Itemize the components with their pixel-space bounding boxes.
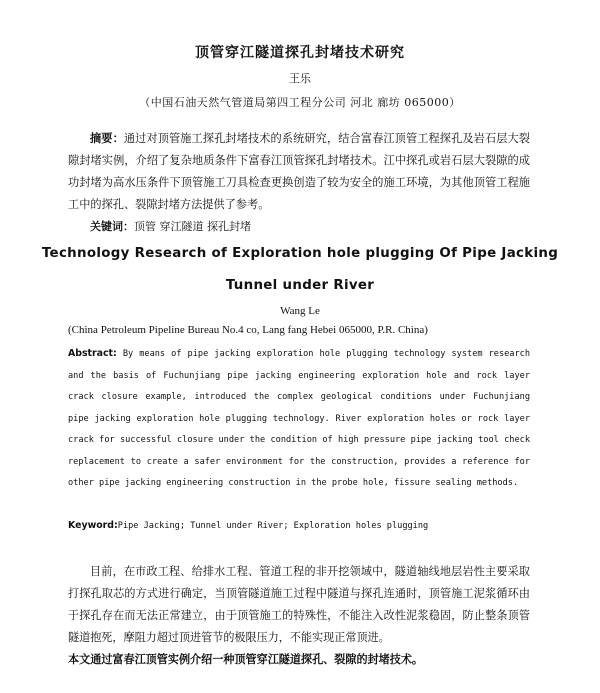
intro-paragraph [68,561,530,671]
paper-title-en-line2: Tunnel under River [225,278,375,293]
abstract-text-en: By means of pipe jacking exploration hole plugging technology system research and the basis of Fuchunjiang pipe jacking engineering exploration hole and rock layer crack closure example, introduced the complex geological conditions under Fuchunjiang pipe jacking exploration hole plugging technology. River exploration holes or rock layer crack for successful closure under the condition of high pressure pipe jacking tool check replacement to create a safer environment for the construction, provides a reference for other pipe jacking engineering construction in the probe hole, fissure sealing methods. [68,349,530,488]
abstract-text-zh: 通过对顶管施工探孔封堵技术的系统研究，结合富春江顶管工程探孔及岩石层大裂隙封堵实例，介绍了复杂地质条件下富春江顶管探孔封堵技术。江中探孔或岩石层大裂隙的成功封堵为高水压条件下顶管施工刀具检查更换创造了较为安全的施工环境，为其他顶管工程施工中的探孔、裂隙封堵方法提供了参考。 [68,132,530,211]
paper-title-en-line1: Technology Research of Exploration hole plugging Of Pipe Jacking [41,246,559,261]
intro-body: 目前，在市政工程、给排水工程、管道工程的非开挖领域中，隧道轴线地层岩性主要采取打探孔取芯的方式进行确定，当顶管隧道施工过程中隧道与探孔连通时，顶管施工泥浆循环由于探孔存在而无法正常建立，由于顶管施工的特殊性，不能注入改性泥浆稳固，防止整条顶管隧道抱死，摩阻力超过顶进管节的极限压力，不能实现正常顶进。 [68,565,530,644]
author-zh: 王乐 [289,72,311,85]
affiliation-en: (China Petroleum Pipeline Bureau No.4 co, Lang fang Hebei 065000, P.R. China) [68,324,428,336]
abstract-en [68,343,530,495]
affiliation-zh: （中国石油天然气管道局第四工程分公司 河北 廊坊 065000） [139,96,461,109]
keywords-zh [68,216,530,238]
keywords-label-en: Keyword: [68,520,118,531]
intro-last-line: 本文通过富春江顶管实例介绍一种顶管穿江隧道探孔、裂隙的封堵技术。 [68,653,424,666]
keywords-en [68,520,530,531]
author-en: Wang Le [280,305,320,317]
keywords-label-zh: 关键词： [90,220,134,233]
abstract-label-en: Abstract: [68,348,117,359]
keywords-text-en: Pipe Jacking; Tunnel under River; Exploration holes plugging [117,521,429,531]
abstract-label-zh: 摘要： [90,132,124,145]
paper-title-zh: 顶管穿江隧道探孔封堵技术研究 [195,45,405,61]
keywords-text-zh: 顶管 穿江隧道 探孔封堵 [134,220,251,233]
abstract-zh [68,128,530,216]
